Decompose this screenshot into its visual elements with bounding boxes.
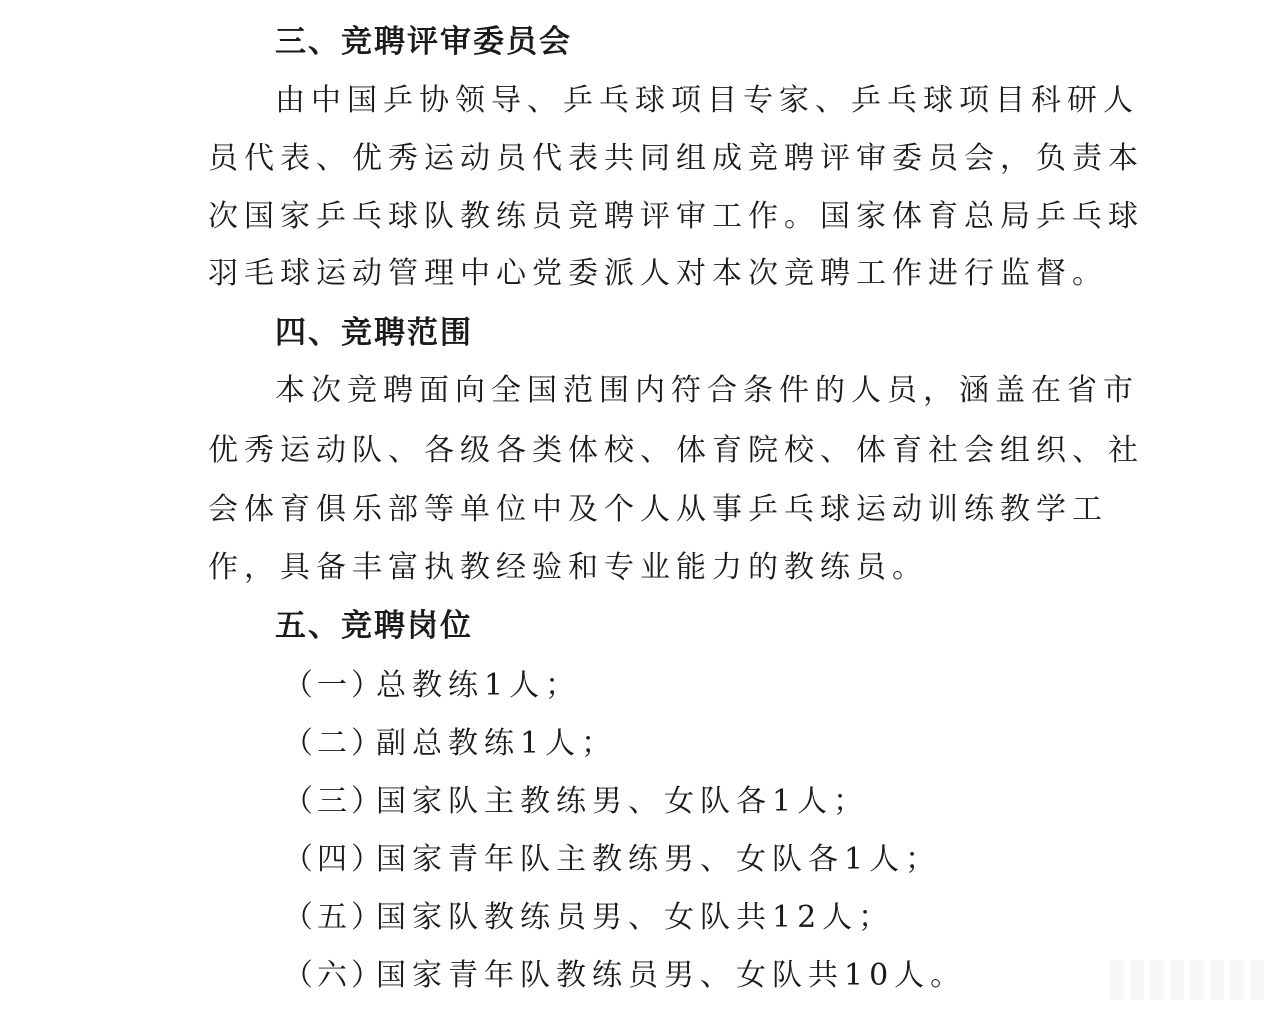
section-heading-positions: 五、竞聘岗位 <box>275 608 473 644</box>
paragraph-line: 员代表、优秀运动员代表共同组成竞聘评审委员会，负责本 <box>208 141 1144 176</box>
list-item <box>283 842 941 878</box>
paragraph-line: 次国家乒乓球队教练员竞聘评审工作。国家体育总局乒乓球 <box>208 199 1144 234</box>
paragraph-line: 优秀运动队、各级各类体校、体育院校、体育社会组织、社 <box>208 433 1144 468</box>
list-number: （一） <box>283 668 385 703</box>
list-number: （三） <box>283 784 385 819</box>
watermark <box>1110 960 1270 1000</box>
paragraph-line: 会体育俱乐部等单位中及个人从事乒乓球运动训练教学工 <box>208 492 1108 527</box>
list-number: （五） <box>283 900 385 935</box>
paragraph-line: 羽毛球运动管理中心党委派人对本次竞聘工作进行监督。 <box>208 256 1108 291</box>
list-number: （六） <box>283 958 385 993</box>
list-text: 副总教练1人； <box>376 726 618 761</box>
section-heading-committee: 三、竞聘评审委员会 <box>275 24 572 60</box>
list-item <box>283 784 869 820</box>
list-text: 国家青年队主教练男、女队各1人； <box>376 842 942 877</box>
list-item <box>283 668 581 704</box>
list-text: 国家队教练员男、女队共12人； <box>376 900 895 935</box>
list-item <box>283 958 966 994</box>
list-item <box>283 726 617 762</box>
section-heading-scope: 四、竞聘范围 <box>275 315 473 351</box>
list-text: 国家青年队教练员男、女队共10人。 <box>376 958 967 993</box>
paragraph-line: 本次竞聘面向全国范围内符合条件的人员，涵盖在省市 <box>275 373 1139 408</box>
list-number: （四） <box>283 842 385 877</box>
paragraph-line: 作，具备丰富执教经验和专业能力的教练员。 <box>208 550 928 585</box>
list-text: 总教练1人； <box>376 668 582 703</box>
paragraph-line: 由中国乒协领导、乒乓球项目专家、乒乓球项目科研人 <box>275 83 1139 118</box>
list-number: （二） <box>283 726 385 761</box>
list-text: 国家队主教练男、女队各1人； <box>376 784 870 819</box>
list-item <box>283 900 894 936</box>
